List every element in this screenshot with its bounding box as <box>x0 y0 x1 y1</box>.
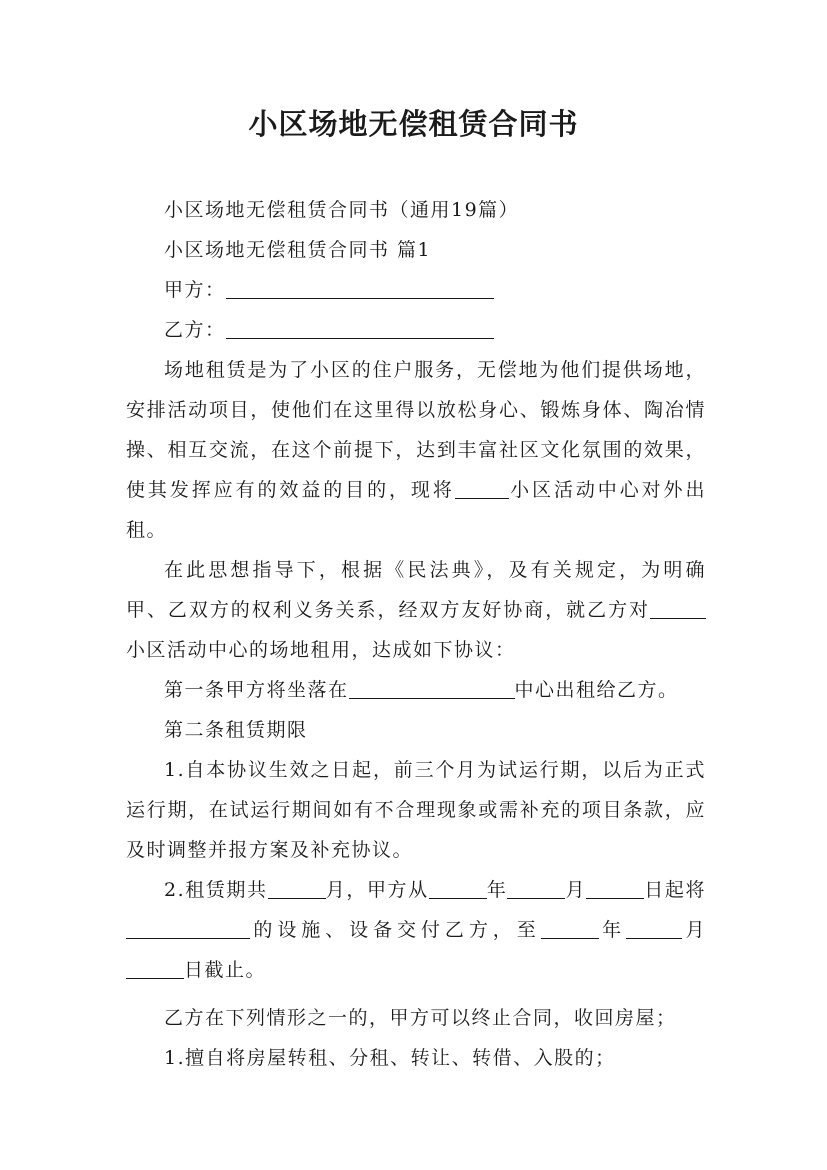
party-a-blank <box>226 278 494 299</box>
article-2-item-1: 1.自本协议生效之日起，前三个月为试运行期，以后为正式运行期，在试运行期间如有不合理现象或需补充的项目条款，应及时调整并报方案及补充协议。 <box>126 759 706 861</box>
end-year-blank <box>541 918 599 939</box>
end-month-blank <box>626 918 682 939</box>
document-body <box>126 190 706 1078</box>
document-title: 小区场地无偿租赁合同书 <box>248 107 579 141</box>
party-a-line <box>126 270 706 310</box>
lease-months-blank <box>268 878 326 899</box>
article-1-text-a: 第一条甲方将坐落在 <box>164 679 349 701</box>
location-blank <box>349 678 515 699</box>
intro-text-1: 场地租赁是为了小区的住户服务，无偿地为他们提供场地，安排活动项目，使他们在这里得以放松身心、锻炼身体、陶冶情操、相互交流，在这个前提下，达到丰富社区文化氛围的效果，使其发挥应有的效益的目的，现将 <box>126 359 706 501</box>
item-2-text-h: 月 <box>682 919 706 941</box>
item-2-text-e: 日起将 <box>644 879 706 901</box>
basis-community-blank <box>650 598 706 619</box>
item-2-text-d: 月 <box>565 879 587 901</box>
item-2-text-a: 2.租赁期共 <box>164 879 268 901</box>
intro-text-2: 小区活动中心对外出租。 <box>126 479 706 541</box>
item-2-text-f: 的设施、设备交付乙方，至 <box>250 919 541 941</box>
item-2-text-g: 年 <box>598 919 627 941</box>
party-b-line <box>126 310 706 350</box>
start-year-blank <box>429 878 487 899</box>
article-1-text-b: 中心出租给乙方。 <box>514 679 679 701</box>
basis-text-2: 小区活动中心的场地租用，达成如下协议： <box>126 639 516 661</box>
intro-paragraph <box>126 350 706 550</box>
community-name-blank <box>455 478 509 499</box>
article-2-item-2 <box>126 870 706 990</box>
item-2-text-c: 年 <box>486 879 508 901</box>
party-a-label: 甲方： <box>164 279 226 301</box>
subtitle: 小区场地无偿租赁合同书（通用19篇） <box>164 199 520 221</box>
end-day-blank <box>126 958 184 979</box>
party-b-blank <box>226 318 494 339</box>
article-1 <box>126 670 706 710</box>
basis-text-1: 在此思想指导下，根据《民法典》，及有关规定，为明确甲、乙双方的权利义务关系，经双方友好协商，就乙方对 <box>126 559 706 621</box>
item-2-text-i: 日截止。 <box>184 959 267 981</box>
start-day-blank <box>586 878 644 899</box>
termination-item-1: 1.擅自将房屋转租、分租、转让、转借、入股的； <box>164 1047 616 1069</box>
termination-intro: 乙方在下列情形之一的，甲方可以终止合同，收回房屋； <box>164 1007 677 1029</box>
basis-paragraph <box>126 550 706 670</box>
party-b-label: 乙方： <box>164 319 226 341</box>
facility-blank <box>126 918 250 939</box>
chapter-heading: 小区场地无偿租赁合同书 篇1 <box>164 239 432 261</box>
item-2-text-b: 月，甲方从 <box>325 879 429 901</box>
article-2-heading: 第二条租赁期限 <box>164 719 308 741</box>
start-month-blank <box>507 878 565 899</box>
